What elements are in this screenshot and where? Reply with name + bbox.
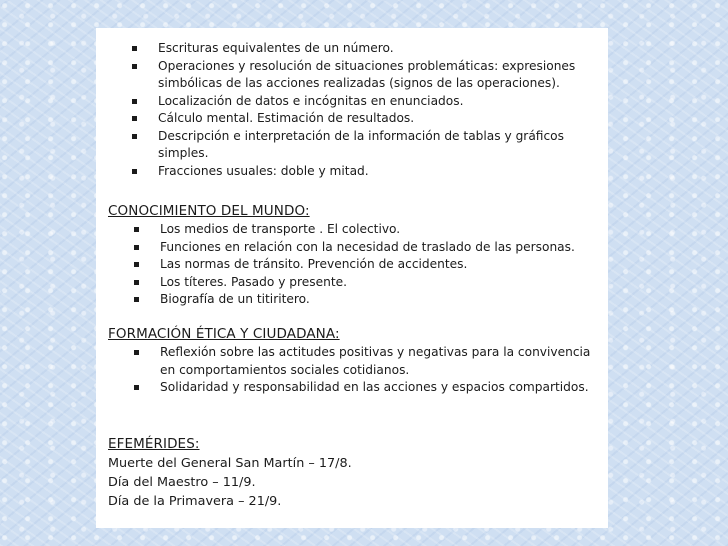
list-item-text: Las normas de tránsito. Prevención de accidentes. [160,257,468,271]
list-item-text: Escrituras equivalentes de un número. [158,41,394,55]
list-item [96,274,600,292]
list-item-text: Cálculo mental. Estimación de resultados. [158,111,415,125]
bullet-icon [134,245,139,250]
list-item [96,58,600,93]
bullet-icon [134,227,139,232]
bullet-icon [132,134,137,139]
list-item [96,128,600,163]
bullet-icon [132,99,137,104]
bullet-icon [134,280,139,285]
list-item [96,93,600,111]
bullet-icon [132,64,137,69]
list-item-text: Funciones en relación con la necesidad de traslado de las personas. [160,239,575,254]
section-heading-conocimiento: CONOCIMIENTO DEL MUNDO: [108,203,310,219]
conocimiento-list [96,221,600,309]
math-content-list [96,40,600,180]
list-item [96,40,600,58]
list-item-text: Los títeres. Pasado y presente. [160,274,347,289]
list-item [96,291,600,309]
list-item [96,221,600,239]
list-item [96,379,600,397]
bullet-icon [132,46,137,51]
formacion-list [96,344,600,397]
bullet-icon [134,262,139,267]
efemeride-line: Día del Maestro – 11/9. [108,475,256,490]
list-item-text: Los medios de transporte . El colectivo. [160,222,401,236]
list-item-text: Descripción e interpretación de la información de tablas y gráficos simples. [158,128,564,160]
list-item-text: Reflexión sobre las actitudes positivas y negativas para la convivencia en comportamientos sociales cotidianos. [160,345,591,377]
list-item-text: Biografía de un titiritero. [160,292,310,306]
list-item-text: Fracciones usuales: doble y mitad. [158,163,369,178]
bullet-icon [134,350,139,355]
list-item [96,256,600,274]
bullet-icon [134,385,139,390]
section-heading-efemerides: EFEMÉRIDES: [108,436,200,452]
section-heading-formacion: FORMACIÓN ÉTICA Y CIUDADANA: [108,326,340,342]
list-item [96,239,600,257]
bullet-icon [132,169,137,174]
bullet-icon [134,297,139,302]
list-item-text: Solidaridad y responsabilidad en las acciones y espacios compartidos. [160,380,589,394]
efemeride-line: Día de la Primavera – 21/9. [108,494,282,509]
bullet-icon [132,116,137,121]
list-item [96,344,600,379]
list-item [96,163,600,181]
list-item-text: Localización de datos e incógnitas en enunciados. [158,93,464,108]
document-page [96,28,608,528]
list-item [96,110,600,128]
list-item-text: Operaciones y resolución de situaciones problemáticas: expresiones simbólicas de las acciones realizadas (signos de las operaciones). [158,58,576,90]
efemeride-line: Muerte del General San Martín – 17/8. [108,456,352,471]
